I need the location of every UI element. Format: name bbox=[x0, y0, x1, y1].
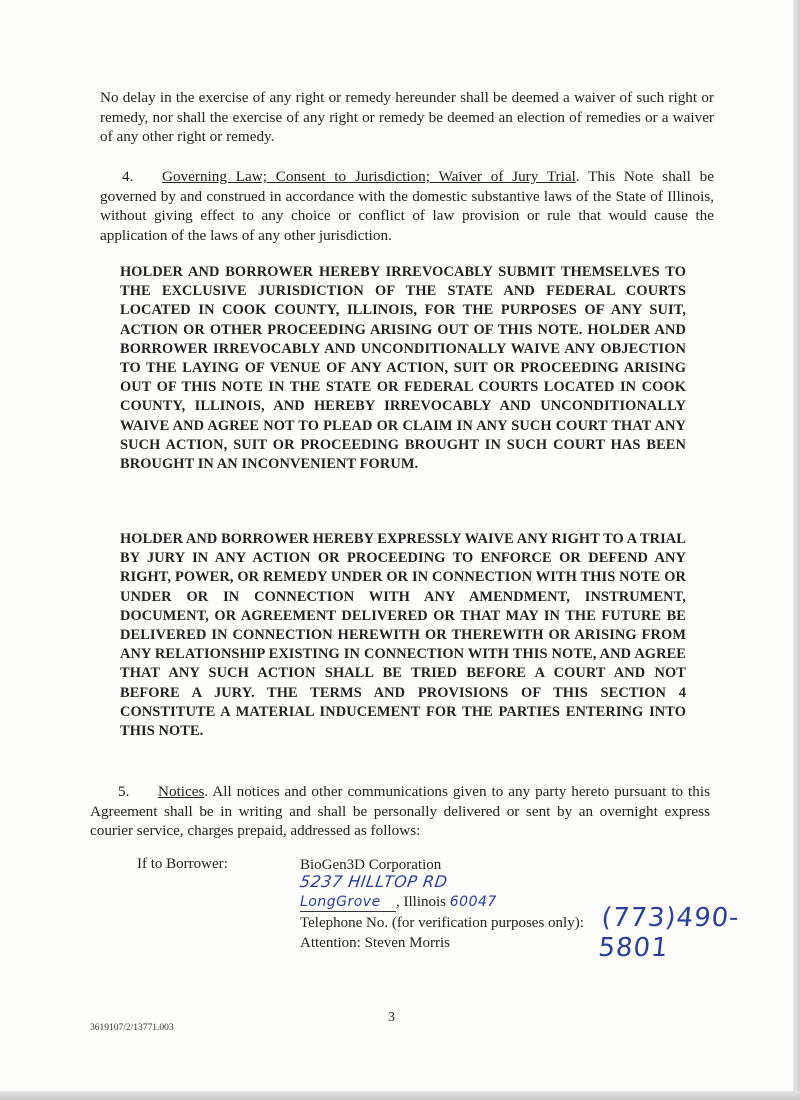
intro-paragraph: No delay in the exercise of any right or remedy hereunder shall be deemed a waiver of such right or remedy, nor shall the exercise of any right or remedy be deemed an election of remedies or a waiver of any other right or remedy. bbox=[100, 89, 714, 145]
section-4-number: 4. bbox=[122, 168, 134, 185]
handwritten-zip: 60047 bbox=[449, 894, 497, 910]
borrower-street-line bbox=[300, 873, 447, 892]
state-printed: , Illinois bbox=[396, 894, 447, 910]
borrower-address-label: If to Borrower: bbox=[137, 856, 228, 872]
scan-edge-bottom bbox=[0, 1091, 800, 1100]
borrower-company-name: BioGen3D Corporation bbox=[300, 857, 442, 873]
section-4-heading: Governing Law; Consent to Jurisdiction; Waiver of Jury Trial bbox=[162, 168, 576, 185]
section-4-paragraph bbox=[100, 167, 714, 245]
jurisdiction-clause: HOLDER AND BORROWER HEREBY IRREVOCABLY SUBMIT THEMSELVES TO THE EXCLUSIVE JURISDICTION OF THE STATE AND FEDERAL COURTS LOCATED IN COOK COUNTY, ILLINOIS, FOR THE PURPOSES OF ANY SUIT, ACTION OR OTHER PROCEEDING ARISING OUT OF THIS NOTE. HOLDER AND BORROWER IRREVOCABLY AND UNCONDITIONALLY WAIVE ANY OBJECTION TO THE LAYING OF VENUE OF ANY ACTION, SUIT OR PROCEEDING ARISING OUT OF THIS NOTE IN THE STATE OR FEDERAL COURTS LOCATED IN COOK COUNTY, ILLINOIS, AND HEREBY IRREVOCABLY AND UNCONDITIONALLY WAIVE AND AGREE NOT TO PLEAD OR CLAIM IN ANY SUCH COURT THAT ANY SUCH ACTION, SUIT OR PROCEEDING BROUGHT IN SUCH COURT HAS BEEN BROUGHT IN AN INCONVENIENT FORUM. bbox=[120, 264, 686, 473]
section-5-number: 5. bbox=[118, 783, 130, 800]
handwritten-street: 5237 HILLTOP RD bbox=[298, 872, 449, 891]
jury-waiver-clause: HOLDER AND BORROWER HEREBY EXPRESSLY WAIVE ANY RIGHT TO A TRIAL BY JURY IN ANY ACTION OR PROCEEDING TO ENFORCE OR DEFEND ANY RIGHT, POWER, OR REMEDY UNDER OR IN CONNECTION WITH THIS NOTE OR UNDER OR IN CONNECTION WITH ANY AMENDMENT, INSTRUMENT, DOCUMENT, OR AGREEMENT DELIVERED OR THAT MAY IN THE FUTURE BE DELIVERED IN CONNECTION HEREWITH OR THEREWITH OR ARISING FROM ANY RELATIONSHIP EXISTING IN CONNECTION WITH THIS NOTE, AND AGREE THAT ANY SUCH ACTION SHALL BE TRIED BEFORE A COURT AND NOT BEFORE A JURY. THE TERMS AND PROVISIONS OF THIS SECTION 4 CONSTITUTE A MATERIAL INDUCEMENT FOR THE PARTIES ENTERING INTO THIS NOTE. bbox=[120, 531, 686, 740]
borrower-attention-line: Attention: Steven Morris bbox=[300, 935, 450, 951]
borrower-phone-label: Telephone No. (for verification purposes only): bbox=[300, 915, 584, 931]
section-5-body: . All notices and other communications given to any party hereto pursuant to this Agreement shall be in writing and shall be personally delivered or sent by an overnight express courier service, charges prepaid, addressed as follows: bbox=[90, 783, 710, 839]
section-5-heading: Notices bbox=[158, 783, 205, 800]
scan-edge-right bbox=[793, 0, 800, 1100]
page-number: 3 bbox=[388, 1010, 395, 1025]
handwritten-city: LongGrove bbox=[300, 893, 396, 912]
section-5-paragraph bbox=[90, 782, 710, 841]
borrower-city-line bbox=[300, 893, 497, 912]
handwritten-phone-number: (773)490-5801 bbox=[596, 903, 742, 963]
section-4-body: . This Note shall be governed by and construed in accordance with the domestic substantive laws of the State of Illinois, without giving effect to any choice or conflict of law provision or rule that would cause the application of the laws of any other jurisdiction. bbox=[100, 168, 714, 244]
document-id: 3619107/2/13771.003 bbox=[90, 1023, 174, 1033]
